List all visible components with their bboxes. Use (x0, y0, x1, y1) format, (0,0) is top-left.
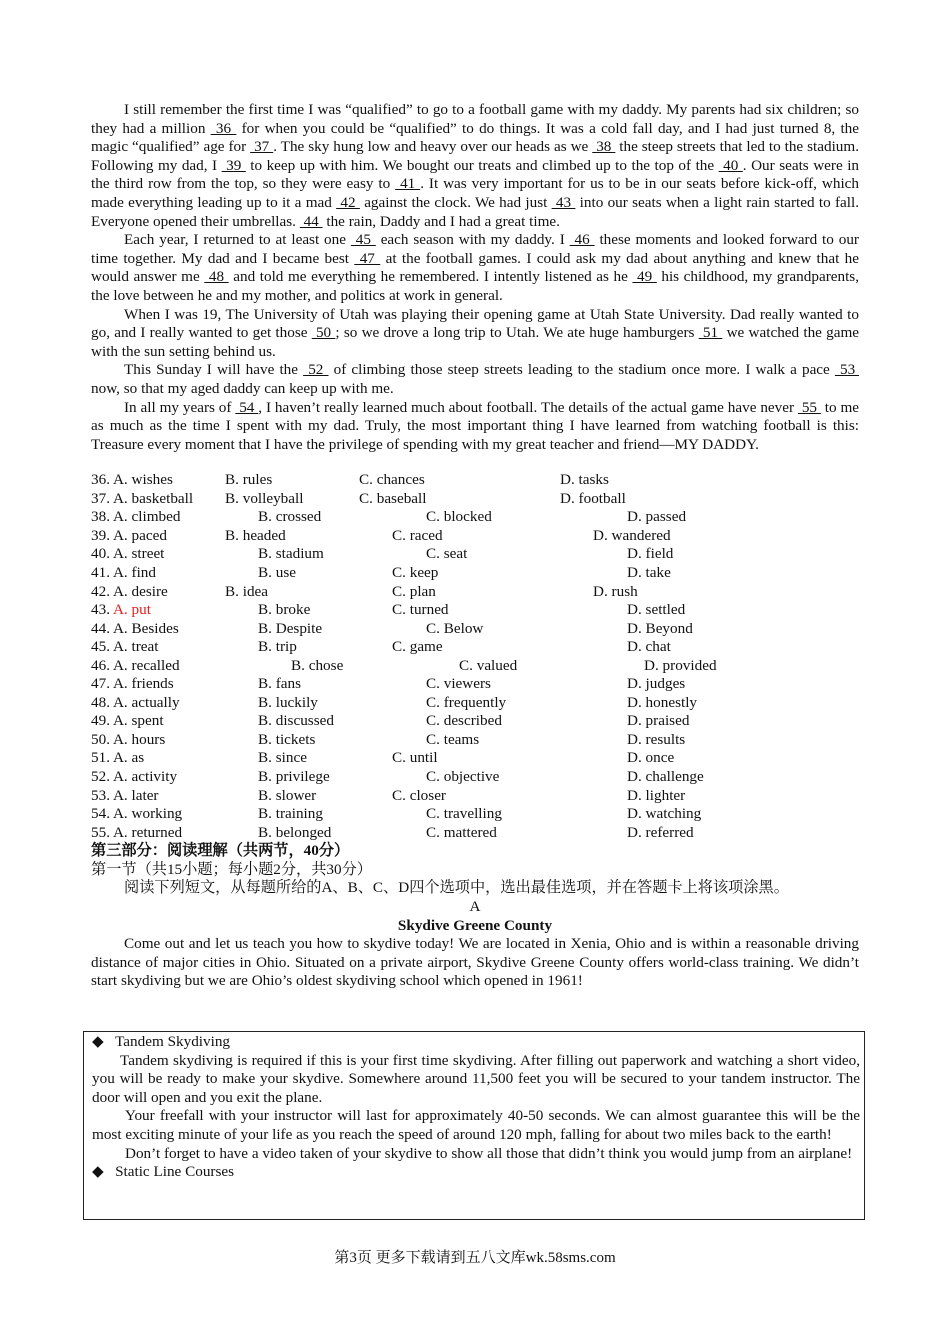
option-a (91, 675, 174, 694)
blank-43: 43 (551, 193, 576, 211)
subsection-heading: 第一节（共15小题；每小题2分，共30分） (91, 860, 372, 878)
option-a (91, 583, 168, 602)
section-heading: 第三部分：阅读理解（共两节，40分） (91, 842, 350, 860)
option-a (91, 768, 177, 787)
option-a-text: A. actually (112, 693, 180, 711)
option-c: C. game (392, 638, 443, 656)
option-d: D. once (627, 749, 675, 767)
option-b: B. since (258, 749, 307, 767)
option-row (91, 564, 859, 583)
option-a (91, 601, 151, 620)
option-row (91, 583, 859, 602)
option-a (91, 657, 180, 676)
option-a (91, 527, 167, 546)
option-b: B. headed (225, 526, 286, 544)
option-a (91, 508, 180, 527)
option-a (91, 712, 164, 731)
option-d: D. praised (627, 712, 690, 730)
option-a-text: A. activity (112, 768, 178, 786)
option-d: D. settled (627, 601, 686, 619)
option-a (91, 805, 182, 824)
options-list (91, 471, 859, 842)
option-b: B. rules (225, 471, 273, 489)
option-d: D. watching (627, 805, 702, 823)
option-row (91, 675, 859, 694)
option-b: B. volleyball (225, 489, 304, 507)
option-d: D. football (560, 489, 626, 507)
blank-45: 45 (350, 231, 376, 249)
blank-38: 38 (592, 138, 616, 156)
option-c: C. until (392, 749, 438, 767)
option-a-text: A. later (112, 786, 159, 804)
option-a-text: A. treat (112, 638, 159, 656)
option-row (91, 768, 859, 787)
question-number: 46. (91, 656, 110, 674)
option-a-text: A. spent (112, 712, 164, 730)
option-row (91, 824, 859, 843)
option-row (91, 805, 859, 824)
option-b: B. discussed (258, 712, 334, 730)
blank-48: 48 (204, 268, 229, 286)
question-number: 37. (91, 489, 110, 507)
option-b: B. Despite (258, 619, 323, 637)
option-d: D. provided (644, 656, 717, 674)
option-c: C. mattered (426, 823, 497, 841)
option-c: C. seat (426, 545, 468, 563)
option-c: C. travelling (426, 805, 502, 823)
option-row (91, 527, 859, 546)
bullet-static-line-label: Static Line Courses (115, 1163, 235, 1181)
question-number: 55. (91, 823, 110, 841)
bullet-static-line (92, 1163, 860, 1182)
option-a (91, 620, 179, 639)
option-a (91, 787, 159, 806)
blank-52: 52 (303, 361, 329, 379)
option-a-text: A. desire (112, 582, 168, 600)
question-number: 45. (91, 638, 110, 656)
question-number: 52. (91, 768, 110, 786)
question-number: 47. (91, 675, 110, 693)
blank-36: 36 (210, 119, 237, 137)
option-d: D. rush (593, 582, 638, 600)
option-d: D. referred (627, 823, 694, 841)
passage-paragraph-5: In all my years of 54 , I haven’t really learned much about football. The details of the actual game have never 55 to me as much as the time I spent with my dad. Truly, the most important thing I have learned from watching football is this: Treasure every moment that I have the privilege of spending with my great teacher and friend—MY DADDY. (91, 398, 860, 453)
option-a-text: A. Besides (112, 619, 179, 637)
option-row (91, 638, 859, 657)
tandem-paragraph-3: Don’t forget to have a video taken of your skydive to show all those that didn’t think you would jump from an airplane! (125, 1144, 853, 1162)
option-row (91, 545, 859, 564)
option-a (91, 694, 180, 713)
option-a (91, 471, 173, 490)
blank-55: 55 (797, 398, 821, 416)
option-a-text: A. basketball (112, 489, 194, 507)
option-row (91, 657, 859, 676)
option-d: D. tasks (560, 471, 609, 489)
option-c: C. teams (426, 730, 480, 748)
intro-paragraph: Come out and let us teach you how to skydive today! We are located in Xenia, Ohio and is within a reasonable driving distance of major cities in Ohio. Situated on a private airport, Skydive Greene County offers world-class training. We didn’t start skydiving but we are Ohio’s oldest skydiving school which opened in 1961! (91, 935, 859, 990)
question-number: 49. (91, 712, 110, 730)
blank-47: 47 (354, 249, 381, 267)
option-a-text: A. working (112, 805, 183, 823)
option-b: B. tickets (258, 730, 316, 748)
option-a (91, 731, 165, 750)
question-number: 51. (91, 749, 110, 767)
blank-44: 44 (299, 212, 323, 230)
blank-40: 40 (718, 156, 743, 174)
passage-letter: A (469, 898, 481, 915)
blank-51: 51 (698, 324, 723, 342)
diamond-bullet-icon: ◆ (92, 1033, 104, 1050)
option-row (91, 620, 859, 639)
blank-39: 39 (221, 156, 246, 174)
option-b: B. privilege (258, 768, 330, 786)
blank-50: 50 (311, 324, 336, 342)
option-b: B. idea (225, 582, 269, 600)
option-b: B. training (258, 805, 323, 823)
option-d: D. lighter (627, 786, 686, 804)
option-b: B. belonged (258, 823, 332, 841)
option-b: B. chose (291, 656, 344, 674)
option-d: D. challenge (627, 768, 704, 786)
option-b: B. stadium (258, 545, 324, 563)
option-a-text: A. climbed (112, 508, 181, 526)
question-number: 40. (91, 545, 110, 563)
option-c: C. raced (392, 526, 443, 544)
blank-46: 46 (569, 231, 595, 249)
option-a-text: A. paced (112, 526, 167, 544)
option-a (91, 545, 164, 564)
option-d: D. honestly (627, 693, 698, 711)
instruction-text: 阅读下列短文，从每题所给的A、B、C、D四个选项中，选出最佳选项，并在答题卡上将该项涂黑。 (124, 879, 789, 897)
blank-42: 42 (336, 193, 360, 211)
option-d: D. field (627, 545, 674, 563)
option-c: C. blocked (426, 508, 492, 526)
option-a (91, 824, 182, 843)
question-number: 41. (91, 564, 110, 582)
bullet-tandem-label: Tandem Skydiving (115, 1033, 231, 1050)
blank-37: 37 (250, 138, 274, 156)
option-c: C. plan (392, 582, 436, 600)
option-d: D. Beyond (627, 619, 693, 637)
option-b: B. trip (258, 638, 297, 656)
question-number: 42. (91, 582, 110, 600)
passage-paragraph-1: I still remember the first time I was “qualified” to go to a football game with my daddy. My parents had six children; so they had a million 36 for when you could be “qualified” to do things. It was a cold fall day, and I had just turned 8, the magic “qualified” age for 37 . The sky hung low and heavy over our heads as we 38 the steep streets that led to the stadium. Following my dad, I 39 to keep up with him. We bought our treats and climbed up to the top of the 40 . Our seats were in the third row from the top, so they were easy to 41 . It was very important for us to be in our seats before kick-off, which made everything leading up to it a mad 42 against the clock. We had just 43 into our seats when a light rain started to fall. Everyone opened their umbrellas. 44 the rain, Daddy and I had a great time. (91, 101, 860, 230)
question-number: 43. (91, 601, 110, 619)
option-a-text: A. find (112, 564, 156, 582)
info-box (83, 1031, 865, 1220)
option-row (91, 601, 859, 620)
option-a (91, 490, 193, 509)
option-row (91, 712, 859, 731)
option-d: D. wandered (593, 526, 671, 544)
option-a (91, 749, 144, 768)
option-a (91, 564, 156, 583)
option-c: C. viewers (426, 675, 491, 693)
document-page (91, 101, 859, 991)
option-c: C. closer (392, 786, 446, 804)
option-b: B. luckily (258, 693, 318, 711)
option-b: B. use (258, 564, 296, 582)
blank-49: 49 (632, 268, 657, 286)
option-a-text: A. returned (112, 823, 183, 841)
option-c: C. turned (392, 601, 449, 619)
tandem-paragraph-1: Tandem skydiving is required if this is your first time skydiving. After filling out paperwork and watching a short video, you will be ready to make your skydive. Somewhere around 11,500 feet you will be secured to your tandem instructor. The door will open and you exit the plane. (92, 1051, 860, 1106)
option-c: C. described (426, 712, 502, 730)
question-number: 54. (91, 805, 110, 823)
option-c: C. objective (426, 768, 500, 786)
option-d: D. passed (627, 508, 687, 526)
option-row (91, 471, 859, 490)
option-d: D. take (627, 564, 671, 582)
option-d: D. results (627, 730, 686, 748)
passage-title: Skydive Greene County (397, 916, 553, 934)
option-a-text: A. put (112, 601, 151, 619)
question-number: 48. (91, 693, 110, 711)
option-d: D. chat (627, 638, 671, 656)
option-b: B. slower (258, 786, 317, 804)
option-c: C. frequently (426, 693, 507, 711)
option-row (91, 490, 859, 509)
option-b: B. fans (258, 675, 302, 693)
option-c: C. chances (359, 471, 425, 489)
option-a-text: A. wishes (112, 471, 173, 489)
passage-paragraph-4: This Sunday I will have the 52 of climbing those steep streets leading to the stadium once more. I walk a pace 53 now, so that my aged daddy can keep up with me. (91, 361, 859, 397)
option-row (91, 749, 859, 768)
option-a-text: A. street (112, 545, 165, 563)
tandem-paragraph-2: Your freefall with your instructor will last for approximately 40-50 seconds. We can almost guarantee this will be the most exciting minute of your life as you reach the speed of around 120 mph, falling for about two miles back to the earth! (92, 1107, 860, 1143)
option-a (91, 638, 159, 657)
question-number: 44. (91, 619, 110, 637)
option-row (91, 508, 859, 527)
option-c: C. valued (459, 656, 518, 674)
option-a-text: A. hours (112, 730, 166, 748)
blank-41: 41 (395, 175, 421, 193)
option-d: D. judges (627, 675, 686, 693)
question-number: 36. (91, 471, 110, 489)
option-row (91, 731, 859, 750)
passage-paragraph-3: When I was 19, The University of Utah was playing their opening game at Utah State University. Dad really wanted to go, and I really wanted to get those 50 ; so we drove a long trip to Utah. We ate huge hamburgers 51 we watched the game with the sun setting behind us. (91, 305, 860, 360)
option-c: C. baseball (359, 489, 427, 507)
option-a-text: A. friends (112, 675, 174, 693)
question-number: 53. (91, 786, 110, 804)
option-c: C. keep (392, 564, 439, 582)
blank-53: 53 (834, 361, 859, 379)
bullet-tandem (92, 1033, 860, 1052)
option-row (91, 694, 859, 713)
option-a-text: A. as (112, 749, 145, 767)
page-footer: 第3页 更多下载请到五八文库wk.58sms.com (334, 1250, 616, 1266)
diamond-bullet-icon: ◆ (92, 1163, 104, 1181)
option-c: C. Below (426, 619, 484, 637)
option-row (91, 787, 859, 806)
passage-paragraph-2: Each year, I returned to at least one 45 each season with my daddy. I 46 these moments and looked forward to our time together. My dad and I became best 47 at the football games. I could ask my dad about anything and knew that he would answer me 48 and told me everything he remembered. I intently listened as he 49 his childhood, my grandparents, the love between he and my mother, and politics at work in general. (91, 231, 860, 304)
option-a-text: A. recalled (112, 656, 180, 674)
question-number: 50. (91, 730, 110, 748)
option-b: B. crossed (258, 508, 322, 526)
option-b: B. broke (258, 601, 311, 619)
blank-54: 54 (235, 398, 259, 416)
question-number: 39. (91, 526, 110, 544)
question-number: 38. (91, 508, 110, 526)
